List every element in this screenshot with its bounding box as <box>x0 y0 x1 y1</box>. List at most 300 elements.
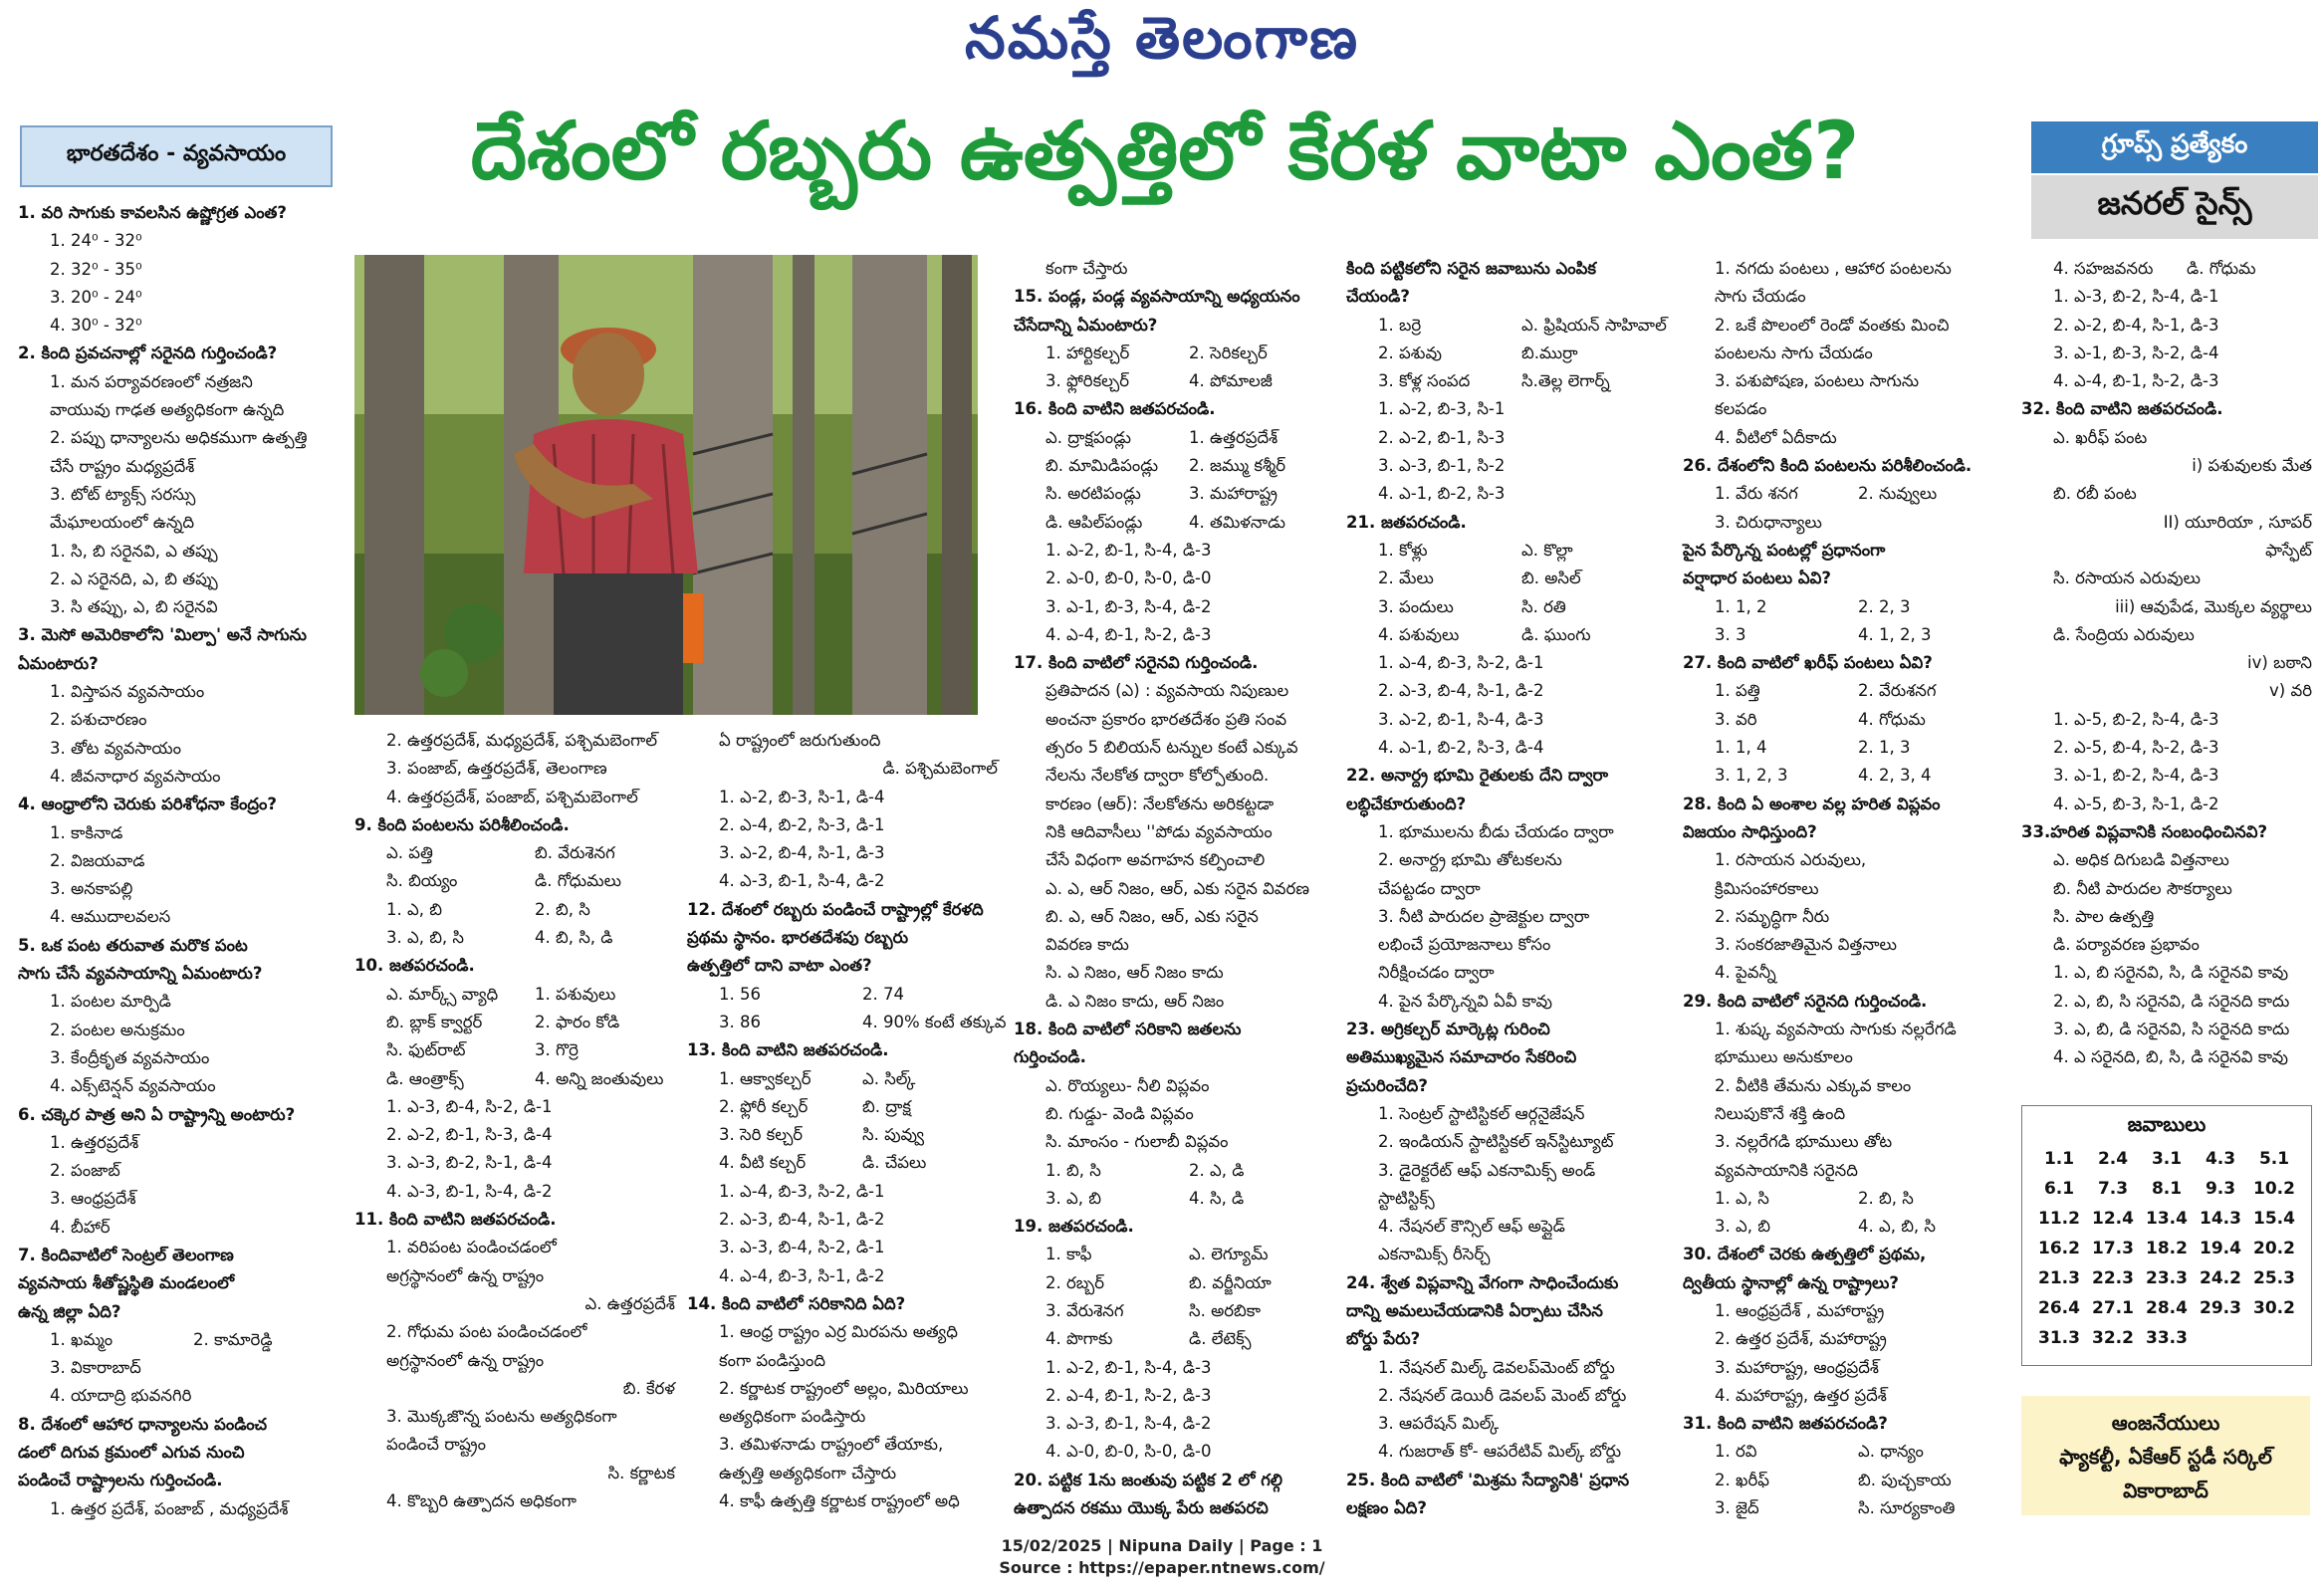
question-line: వర్షాధార పంటలు ఏవి? <box>1683 569 1831 588</box>
option-line: 2. ఎ-3, బి-4, సి-1, డి-2 <box>1378 681 1544 701</box>
question-line: 21. జతపరచండి. <box>1346 512 1467 532</box>
answer-item: 7.3 <box>2097 1179 2129 1199</box>
option-right: డి. లేటెక్స్ <box>1189 1329 1252 1349</box>
option-line: క్రిమిసంహారకాలు <box>1715 878 1819 898</box>
option-line: 1. ఎ-3, బి-4, సి-2, డి-1 <box>386 1096 553 1116</box>
option-right: డి. గోధుమ <box>2187 259 2256 278</box>
option-line: 4. యాదాద్రి భువనగిరి <box>50 1386 192 1406</box>
option-line: 1. ఎ, బి సరైనవి, సి, డి సరైనవి కావు <box>2053 963 2289 983</box>
answer-item: 32.2 <box>2092 1328 2134 1348</box>
option-line: వ్యవసాయానికి సరైనది <box>1715 1160 1858 1180</box>
option-line: 1. నేషనల్ మిల్క్ డెవలప్‌మెంట్ బోర్డు <box>1378 1357 1615 1377</box>
option-pair-line <box>1683 1494 2001 1522</box>
answer-item: 16.2 <box>2038 1239 2080 1258</box>
question-line: 25. కింది వాటిలో 'మిశ్రమ సేద్యానికి' ప్రధాన <box>1346 1470 1630 1489</box>
answer-item: 12.4 <box>2092 1209 2134 1229</box>
option-right: 4. 90% కంటే తక్కువ <box>862 1012 1007 1031</box>
option-line: ఉత్పత్తి అత్యధికంగా చేస్తారు <box>719 1463 897 1482</box>
option-left: 1. కోళ్లు <box>1378 540 1428 560</box>
option-left: 3. వేరుశెనగ <box>1046 1300 1124 1320</box>
author-box <box>2021 1396 2310 1515</box>
option-pair-line <box>1014 424 1332 452</box>
option-line: 3. ఎ-1, బి-3, సి-2, డి-4 <box>2053 342 2219 362</box>
option-line: 2. పంజాబ్ <box>50 1161 120 1181</box>
option-left: 3. ఎ, బి <box>1046 1188 1101 1208</box>
option-line: పంటలను సాగు చేయడం <box>1715 342 1873 362</box>
option-line: ఎ. ఎ, ఆర్ నిజం, ఆర్, ఎకు సరైన వివరణ <box>1046 878 1309 898</box>
option-left: 1. హార్టికల్చర్ <box>1046 342 1130 362</box>
option-line: 1. 24⁰ - 32⁰ <box>50 231 142 251</box>
option-left: 3. జైద్ <box>1715 1498 1759 1518</box>
option-left: 1. 1, 2 <box>1715 596 1767 616</box>
option-right: 4. 2, 3, 4 <box>1858 766 1932 786</box>
option-line: 4. నేషనల్ కౌన్సిల్ ఆఫ్ అప్లైడ్ <box>1378 1217 1565 1237</box>
answer-item: 19.4 <box>2200 1239 2241 1258</box>
option-right: 2. నువ్వులు <box>1858 484 1938 504</box>
option-line: 3. పంజాబ్, ఉత్తరప్రదేశ్, తెలంగాణ <box>386 759 607 779</box>
option-pair-line <box>354 981 683 1009</box>
option-pair-line <box>1683 1467 2001 1494</box>
question-line: 2. కింది ప్రవచనాల్లో సరైనది గుర్తించండి? <box>18 343 278 363</box>
option-right: 3. మహారాష్ట్ర <box>1189 484 1278 504</box>
option-line: డి. ఎ నిజం కాదు, ఆర్ నిజం <box>1046 991 1225 1011</box>
option-pair-line <box>354 896 683 924</box>
option-line: 2. వీటికి తేమను ఎక్కువ కాలం <box>1715 1075 1912 1095</box>
option-pair-line <box>687 1093 1006 1121</box>
option-pair-line <box>1346 312 1665 340</box>
option-line: 1. నగదు పంటలు , ఆహార పంటలను <box>1715 259 1952 278</box>
option-pair-line <box>1014 1185 1332 1213</box>
option-left: 1. 56 <box>719 984 761 1004</box>
option-pair-line <box>1346 537 1665 565</box>
question-line: 31. కింది వాటిని జతపరచండి? <box>1683 1414 1888 1434</box>
option-line: సి. మాంసం - గులాబీ విప్లవం <box>1046 1132 1229 1152</box>
author-location: వికారాబాద్ <box>2123 1479 2208 1502</box>
option-pair-line <box>1683 621 2001 649</box>
option-line: 2. ఉత్తరప్రదేశ్, మధ్యప్రదేశ్, పశ్చిమబెంగాల్ <box>386 731 658 750</box>
question-line: 6. చక్కెర పాత్ర అని ఏ రాష్ట్రాన్ని అంటారు? <box>18 1104 296 1124</box>
option-right: 2. బి, సి <box>535 899 590 919</box>
option-left: 3. ఫ్లోరికల్చర్ <box>1046 371 1130 391</box>
option-right: డి. గోధుమలు <box>535 871 621 891</box>
option-pair-line <box>687 1121 1006 1149</box>
question-line: 13. కింది వాటిని జతపరచండి. <box>687 1040 889 1060</box>
option-line: 4. బీహార్ <box>50 1217 111 1237</box>
answer-item: 9.3 <box>2205 1179 2236 1199</box>
option-right: బి. వేరుశెనగ <box>535 843 615 863</box>
question-line: 33.హరిత విప్లవానికి సంబంధించినవి? <box>2021 821 2268 841</box>
option-left: 1. ఎ, సి <box>1715 1188 1769 1208</box>
option-line: 1. భూములను బీడు చేయడం ద్వారా <box>1378 821 1614 841</box>
question-line: దాన్ని అమలుచేయడానికి ఏర్పాటు చేసిన <box>1346 1300 1603 1320</box>
option-line: 4. ఎ-4, బి-3, సి-1, డి-2 <box>719 1265 885 1285</box>
option-line: సి. ఎ నిజం, ఆర్ నిజం కాదు <box>1046 963 1224 983</box>
option-line: ఎకనామిక్స్ రీసెర్చ్ <box>1378 1245 1491 1264</box>
question-line: 1. వరి సాగుకు కావలసిన ఉష్ణోగ్రత ఎంత? <box>18 203 287 222</box>
option-pair-line <box>1683 706 2001 734</box>
option-left: 3. వరి <box>1715 709 1757 729</box>
option-line: 2. పంటల అనుక్రమం <box>50 1020 185 1039</box>
option-line: నికి ఆదివాసీలు ''పోడు వ్యవసాయం <box>1046 821 1273 841</box>
option-line: 2. పశుచారణం <box>50 710 147 730</box>
option-right: సి. రతి <box>1521 596 1566 616</box>
option-line: 4. ఎ-1, బి-2, సి-3 <box>1378 484 1506 504</box>
option-pair-line <box>1346 565 1665 592</box>
option-line: బి. నీటి పారుదల సౌకర్యాలు <box>2053 878 2232 898</box>
option-line: 3. మహారాష్ట్ర, ఆంధ్రప్రదేశ్ <box>1715 1357 1880 1377</box>
answer-item: 24.2 <box>2200 1268 2241 1288</box>
option-pair-line <box>2021 255 2320 283</box>
option-line: నిలుపుకొనే శక్తి ఉంది <box>1715 1103 1846 1123</box>
option-line: అంచనా ప్రకారం భారతదేశం ప్రతి సంవ <box>1046 709 1287 729</box>
question-line: 4. ఆంధ్రాలోని చెరుకు పరిశోధనా కేంద్రం? <box>18 795 277 814</box>
footer-source-line[interactable]: Source : https://epaper.ntnews.com/ <box>999 1558 1325 1577</box>
answer-item: 10.2 <box>2253 1179 2295 1199</box>
question-line: ద్వితీయ స్థానాల్లో ఉన్న రాష్ట్రాలు? <box>1683 1272 1899 1292</box>
option-left: 2. ఖరీఫ్ <box>1715 1470 1769 1489</box>
option-right: 2. బి, సి <box>1858 1188 1914 1208</box>
answer-item: 13.4 <box>2146 1209 2188 1229</box>
answer-item: 25.3 <box>2253 1268 2295 1288</box>
option-pair-line <box>354 1036 683 1064</box>
option-line-right: ఫాస్ఫేట్ <box>2265 540 2312 560</box>
option-line: వివరణ కాదు <box>1046 935 1129 955</box>
option-line: 3. అనకాపల్లి <box>50 879 133 899</box>
option-line: అగ్రస్థానంలో ఉన్న రాష్ట్రం <box>386 1265 545 1285</box>
option-right: బి.ముర్రా <box>1521 342 1578 362</box>
option-left: డి. ఆపిల్‌పండ్లు <box>1046 512 1143 532</box>
option-line: 1. సి, బి సరైనవి, ఎ తప్పు <box>50 541 218 561</box>
subject-label: జనరల్ సైన్స్ <box>2031 175 2318 239</box>
option-left: 1. ఖమ్మం <box>50 1329 114 1349</box>
option-pair-line <box>1014 367 1332 395</box>
option-line: 3. వికారాబాద్ <box>50 1358 141 1378</box>
question-line: ప్రచురించేది? <box>1346 1075 1428 1095</box>
option-right: 2. ఎ, డి <box>1189 1160 1245 1180</box>
option-pair-line <box>1346 340 1665 367</box>
question-line: 32. కింది వాటిని జతపరచండి. <box>2021 399 2223 419</box>
question-line: 17. కింది వాటిలో సరైనవి గుర్తించండి. <box>1014 653 1259 673</box>
option-pair-line <box>1014 1325 1332 1353</box>
option-pair-line <box>1014 452 1332 480</box>
option-line: చేపట్టడం ద్వారా <box>1378 878 1481 898</box>
option-line: 1. ఎ-2, బి-1, సి-4, డి-3 <box>1046 540 1212 560</box>
option-line: 3. ఎ, బి, డి సరైనవి, సి సరైనది కాదు <box>2053 1020 2290 1039</box>
option-pair-line <box>1014 480 1332 508</box>
option-pair-line <box>1683 1213 2001 1241</box>
option-line: అగ్రస్థానంలో ఉన్న రాష్ట్రం <box>386 1350 545 1370</box>
option-line: సి. రసాయన ఎరువులు <box>2053 569 2202 588</box>
answer-item: 15.4 <box>2253 1209 2295 1229</box>
option-line: ఎ. అధిక దిగుబడి విత్తనాలు <box>2053 850 2229 870</box>
option-left: సి. ఫుట్‌రాట్ <box>386 1040 466 1060</box>
option-line: 2. సమృద్ధిగా నీరు <box>1715 906 1830 926</box>
option-line: 3. సంకరజాతిమైన విత్తనాలు <box>1715 935 1897 955</box>
option-line: 1. పంటల మార్పిడి <box>50 992 171 1012</box>
option-line: 4. పైన పేర్కొన్నవి ఏవీ కావు <box>1378 991 1552 1011</box>
option-line: 4. కొబ్బరి ఉత్పాదన అధికంగా <box>386 1491 577 1511</box>
option-left: ఎ. మార్క్స్ వ్యాధి <box>386 984 499 1004</box>
option-right: 4. 1, 2, 3 <box>1858 624 1932 644</box>
option-line: 4. ఎ-3, బి-1, సి-4, డి-2 <box>719 871 885 891</box>
option-right: 2. వేరుశనగ <box>1858 681 1937 701</box>
option-line: 4. ఉత్తరప్రదేశ్, పంజాబ్, పశ్చిమబెంగాల్ <box>386 787 638 806</box>
option-right: సి.తెల్ల లెగార్న్ <box>1521 371 1610 391</box>
answer-item: 26.4 <box>2038 1298 2080 1318</box>
option-left: 1. పత్తి <box>1715 681 1760 701</box>
option-left: 1. వేరు శనగ <box>1715 484 1798 504</box>
question-line: 8. దేశంలో ఆహార ధాన్యాలను పండించ <box>18 1414 268 1434</box>
option-line: 3. నీటి పారుదల ప్రాజెక్టుల ద్వారా <box>1378 906 1590 926</box>
option-line-right: ఎ. ఉత్తరప్రదేశ్ <box>584 1293 675 1313</box>
option-left: సి. బియ్యం <box>386 871 458 891</box>
question-line: పైన పేర్కొన్న పంటల్లో ప్రధానంగా <box>1683 540 1886 560</box>
option-line: 3. ఎ-1, బి-3, సి-4, డి-2 <box>1046 596 1212 616</box>
option-right: బి. వర్జీనియా <box>1189 1272 1272 1292</box>
option-right: సి. పువ్వు <box>862 1125 925 1145</box>
option-pair-line <box>687 1009 1006 1036</box>
option-right: బి. అసిల్ <box>1521 569 1581 588</box>
option-right: 2. కామారెడ్డి <box>193 1329 273 1349</box>
option-pair-line <box>1014 1269 1332 1297</box>
option-line: కంగా పండిస్తుంది <box>719 1350 826 1370</box>
option-line: బి. ఎ, ఆర్ నిజం, ఆర్, ఎకు సరైన <box>1046 906 1259 926</box>
option-line: కలపడం <box>1715 399 1767 419</box>
answer-item: 30.2 <box>2253 1298 2295 1318</box>
question-line: 29. కింది వాటిలో సరైనది గుర్తించండి. <box>1683 991 1928 1011</box>
option-line: 4. ఆముదాలవలస <box>50 907 171 927</box>
option-right: బి. పుచ్చకాయ <box>1858 1470 1952 1489</box>
answer-item: 2.4 <box>2097 1149 2129 1169</box>
option-left: 2. పశువు <box>1378 342 1442 362</box>
option-line: స్టాటిస్టిక్స్ <box>1378 1188 1435 1208</box>
option-line: 3. డైరెక్టరేట్ ఆఫ్ ఎకనామిక్స్ అండ్ <box>1378 1160 1596 1180</box>
answers-title: జవాబులు <box>2127 1112 2207 1136</box>
option-line: 2. ఎ-5, బి-4, సి-2, డి-3 <box>2053 738 2219 758</box>
question-line: సాగు చేసే వ్యవసాయాన్ని ఏమంటారు? <box>18 964 263 984</box>
author-affiliation: ఫ్యాకల్టీ, ఏకేఆర్ స్టడీ సర్కిల్ <box>2059 1445 2272 1469</box>
option-pair-line <box>1346 367 1665 395</box>
special-label: గ్రూప్స్ ప్రత్యేకం <box>2031 121 2318 173</box>
option-line-right: డి. పశ్చిమబెంగాల్ <box>882 759 998 779</box>
option-right: 2. 74 <box>862 984 904 1004</box>
option-right: 2. 2, 3 <box>1858 596 1911 616</box>
option-right: ఎ. లెగ్యూమ్ <box>1189 1245 1269 1264</box>
question-line: 20. పట్టిక 1ను జంతువు పట్టిక 2 లో గల్గి <box>1014 1470 1282 1489</box>
option-pair-line <box>1683 480 2001 508</box>
option-left: 4. వీటి కల్చర్ <box>719 1153 807 1173</box>
option-line: 1. ఎ-2, బి-3, సి-1 <box>1378 399 1506 419</box>
question-line: 24. శ్వేత విప్లవాన్ని వేగంగా సాధించేందుకు <box>1346 1272 1619 1292</box>
option-line-right: v) వరి <box>2269 681 2312 701</box>
answer-item: 1.1 <box>2043 1149 2075 1169</box>
option-pair-line <box>1014 340 1332 367</box>
answer-item: 33.3 <box>2146 1328 2188 1348</box>
question-line: కింది పట్టికలోని సరైన జవాబును ఎంపిక <box>1346 259 1596 278</box>
option-left: 1. బి, సి <box>1046 1160 1101 1180</box>
option-line: 2. ఎ-2, బి-1, సి-3, డి-4 <box>386 1125 553 1145</box>
option-line: 2. ఒకే పొలంలో రెండో వంతకు మించి <box>1715 315 1950 335</box>
option-line: 3. నల్లరేగడి భూములు తోట <box>1715 1132 1893 1152</box>
option-line: 1. మన పర్యావరణంలో నత్రజని <box>50 371 253 391</box>
option-left: 4. పశువులు <box>1378 624 1460 644</box>
question-line: 14. కింది వాటిలో సరికానిది ఏది? <box>687 1293 906 1313</box>
option-right: ఎ. కొల్లా <box>1521 540 1573 560</box>
option-line: 2. ఎ, బి, సి సరైనవి, డి సరైనది కాదు <box>2053 991 2290 1011</box>
option-line: ప్రతిపాదన (ఎ) : వ్యవసాయ నిపుణుల <box>1046 681 1289 701</box>
option-line: 2. ఉత్తర ప్రదేశ్, మహారాష్ట్ర <box>1715 1329 1887 1349</box>
option-line: 4. ఎక్స్‌టెన్షన్ వ్యవసాయం <box>50 1076 216 1096</box>
option-pair-line <box>18 1326 337 1354</box>
option-line: 1. రసాయన ఎరువులు, <box>1715 850 1867 870</box>
option-line: 1. ఎ-4, బి-3, సి-2, డి-1 <box>1378 653 1544 673</box>
question-line: 28. కింది ఏ అంశాల వల్ల హరిత విప్లవం <box>1683 794 1941 813</box>
answer-item: 29.3 <box>2200 1298 2241 1318</box>
footer <box>0 1535 2324 1579</box>
option-line: 1. విస్తాపన వ్యవసాయం <box>50 682 205 702</box>
option-line: 3. చిరుధాన్యాలు <box>1715 512 1822 532</box>
answer-item: 23.3 <box>2146 1268 2188 1288</box>
question-line: 12. దేశంలో రబ్బరు పండించే రాష్ట్రాల్లో కేరళది <box>687 899 984 919</box>
option-line: త్సరం 5 బిలియన్ టన్నుల కంటే ఎక్కువ <box>1046 738 1298 758</box>
question-line: 3. మెసో అమెరికాలోని 'మిల్పా' అనే సాగును <box>18 625 307 645</box>
option-line: చేసే రాష్ట్రం మధ్యప్రదేశ్ <box>50 456 195 476</box>
rubber-tapping-photo <box>354 255 978 715</box>
option-line: 2. ఎ-4, బి-1, సి-2, డి-3 <box>1046 1385 1212 1405</box>
question-line: ఉత్పాదన రకము యొక్క పేరు జతపరచి <box>1014 1498 1269 1518</box>
option-left: 3. కోళ్ల సంపద <box>1378 371 1471 391</box>
option-left: 1. రవి <box>1715 1442 1757 1462</box>
answer-item: 17.3 <box>2092 1239 2134 1258</box>
masthead-logo: నమస్తే తెలంగాణ <box>965 4 1359 72</box>
option-left: 3. 3 <box>1715 624 1746 644</box>
option-line: 3. ఎ-3, బి-2, సి-1, డి-4 <box>386 1153 553 1173</box>
option-left: 3. పందులు <box>1378 596 1454 616</box>
option-pair-line <box>687 1065 1006 1093</box>
option-line: 4. గుజరాత్ కో- ఆపరేటివ్ మిల్క్ బోర్డు <box>1378 1442 1622 1462</box>
option-line: 3. ఎ-3, బి-1, సి-2 <box>1378 456 1506 476</box>
question-line: పండించే రాష్ట్రాలను గుర్తించండి. <box>18 1471 223 1490</box>
option-pair-line <box>1683 593 2001 621</box>
option-line: మేఘాలయంలో ఉన్నది <box>50 513 195 533</box>
option-right: 2. జమ్ము కశ్మీర్ <box>1189 456 1286 476</box>
option-left: 1. బర్రె <box>1378 315 1422 335</box>
option-pair-line <box>1683 677 2001 705</box>
answer-item: 31.3 <box>2038 1328 2080 1348</box>
option-line: ఎ. ఖరీఫ్ పంట <box>2053 427 2148 447</box>
option-line: 2. పప్పు ధాన్యాలను అధికముగా ఉత్పత్తి <box>50 428 308 448</box>
option-line: అత్యధికంగా పండిస్తారు <box>719 1407 866 1427</box>
option-pair-line <box>1346 621 1665 649</box>
answer-item: 20.2 <box>2253 1239 2295 1258</box>
option-right: ఎ. ధాన్యం <box>1858 1442 1924 1462</box>
option-left: 2. రబ్బర్ <box>1046 1272 1105 1292</box>
option-left: సి. అరటిపండ్లు <box>1046 484 1141 504</box>
answer-item: 3.1 <box>2151 1149 2183 1169</box>
question-line: ఏమంటారు? <box>18 653 99 673</box>
option-line: బి. గుడ్డు- వెండి విప్లవం <box>1046 1103 1194 1123</box>
option-line: నేలను నేలకోత ద్వారా కోల్పోతుంది. <box>1046 766 1270 786</box>
option-line-right: II) యూరియా , సూపర్ <box>2163 512 2312 532</box>
question-line: చేయండి? <box>1346 287 1410 307</box>
option-line: 4. పైవన్నీ <box>1715 963 1776 983</box>
option-line: 1. ఎ-5, బి-2, సి-4, డి-3 <box>2053 709 2219 729</box>
option-line: 2. కర్ణాటక రాష్ట్రంలో అల్లం, మిరియాలు <box>719 1378 969 1398</box>
option-line: 4. ఎ-0, బి-0, సి-0, డి-0 <box>1046 1442 1212 1462</box>
option-line: 2. ఇండియన్ స్టాటిస్టికల్ ఇన్‌స్టిట్యూట్ <box>1378 1132 1614 1152</box>
option-line: 2. 32⁰ - 35⁰ <box>50 259 142 279</box>
column-4 <box>1014 255 1332 1518</box>
option-left: 3. ఎ, బి <box>1715 1217 1770 1237</box>
option-line: 1. ఎ-3, బి-2, సి-4, డి-1 <box>2053 287 2219 307</box>
option-line: 3. తోట వ్యవసాయం <box>50 738 181 758</box>
option-line: 4. ఎ-4, బి-1, సి-2, డి-3 <box>2053 371 2219 391</box>
option-left: 4. సహజవనరు <box>2053 259 2154 278</box>
option-left: 2. మేలు <box>1378 569 1434 588</box>
option-line: 1. సెంట్రల్ స్టాటిస్టికల్ ఆర్గనైజేషన్ <box>1378 1103 1585 1123</box>
answer-item: 8.1 <box>2151 1179 2183 1199</box>
option-pair-line <box>354 924 683 952</box>
option-pair-line <box>1014 1241 1332 1268</box>
option-line: 3. ఎ-1, బి-2, సి-4, డి-3 <box>2053 766 2219 786</box>
option-line: 3. ఎ-3, బి-1, సి-4, డి-2 <box>1046 1414 1212 1434</box>
option-line: 2. ఎ-2, బి-1, సి-3 <box>1378 427 1506 447</box>
column-7 <box>2021 255 2320 1091</box>
option-pair-line <box>1014 1297 1332 1325</box>
column-1 <box>18 199 337 1518</box>
answer-item: 14.3 <box>2200 1209 2241 1229</box>
answer-item: 22.3 <box>2092 1268 2134 1288</box>
headline: దేశంలో రబ్బరు ఉత్పత్తిలో కేరళ వాటా ఎంత? <box>470 105 1860 197</box>
option-line: ఏ రాష్ట్రంలో జరుగుతుంది <box>719 731 881 750</box>
option-line: వాయువు గాఢత అత్యధికంగా ఉన్నది <box>50 400 285 420</box>
option-right: 4. బి, సి, డి <box>535 928 613 948</box>
question-line: 11. కింది వాటిని జతపరచండి. <box>354 1210 557 1230</box>
option-line: కారణం (ఆర్): నేలకోతను అరికట్టడా <box>1046 794 1275 813</box>
answers-box <box>2021 1105 2312 1366</box>
option-line-right: iv) బఠాని <box>2247 653 2312 673</box>
question-line: ప్రథమ స్థానం. భారతదేశపు రబ్బరు <box>687 928 909 948</box>
option-line-right: i) పశువులకు మేత <box>2192 456 2312 476</box>
option-line: 4. కాఫీ ఉత్పత్తి కర్ణాటక రాష్ట్రంలో అధి <box>719 1491 960 1511</box>
option-line: 2. ఎ-0, బి-0, సి-0, డి-0 <box>1046 569 1212 588</box>
option-left: 3. 86 <box>719 1012 761 1031</box>
option-line: 1. శుష్క వ్యవసాయ సాగుకు నల్లరేగడి <box>1715 1020 1957 1039</box>
option-line: 3. ఆపరేషన్ మిల్క్ <box>1378 1414 1500 1434</box>
option-line: 3. 20⁰ - 24⁰ <box>50 287 142 307</box>
option-line: చేసే విధంగా అవగాహన కల్పించాలి <box>1046 850 1266 870</box>
option-right: 4. గోధుమ <box>1858 709 1926 729</box>
option-line: 1. ఆంధ్రప్రదేశ్ , మహారాష్ట్ర <box>1715 1300 1885 1320</box>
option-pair-line <box>354 867 683 895</box>
option-line: 3. మొక్కజొన్న పంటను అత్యధికంగా <box>386 1407 617 1427</box>
question-line: 27. కింది వాటిలో ఖరీఫ్ పంటలు ఏవి? <box>1683 653 1933 673</box>
option-line-right: iii) ఆవుపేడ, మొక్కల వ్యర్థాలు <box>2115 596 2312 616</box>
answer-item: 27.1 <box>2092 1298 2134 1318</box>
option-left: 1. ఆక్వాకల్చర్ <box>719 1068 812 1088</box>
option-line: 1. ఎ-2, బి-1, సి-4, డి-3 <box>1046 1357 1212 1377</box>
option-line: 4. వీటిలో ఏదీకాదు <box>1715 427 1837 447</box>
question-line: ఉన్న జిల్లా ఏది? <box>18 1301 121 1321</box>
answer-item: 11.2 <box>2038 1209 2080 1229</box>
option-right: 4. తమిళనాడు <box>1189 512 1285 532</box>
question-line: 26. దేశంలోని కింది పంటలను పరిశీలించండి. <box>1683 456 1973 476</box>
option-line: 4. జీవనాధార వ్యవసాయం <box>50 766 221 786</box>
section-label: భారతదేశం - వ్యవసాయం <box>20 125 333 187</box>
question-line: వ్యవసాయ శీతోష్ణస్థితి మండలంలో <box>18 1273 235 1293</box>
option-line: 1. ఆంధ్ర రాష్ట్రం ఎర్ర మిరపను అత్యధి <box>719 1322 958 1342</box>
option-left: 1. 1, 4 <box>1715 738 1767 758</box>
